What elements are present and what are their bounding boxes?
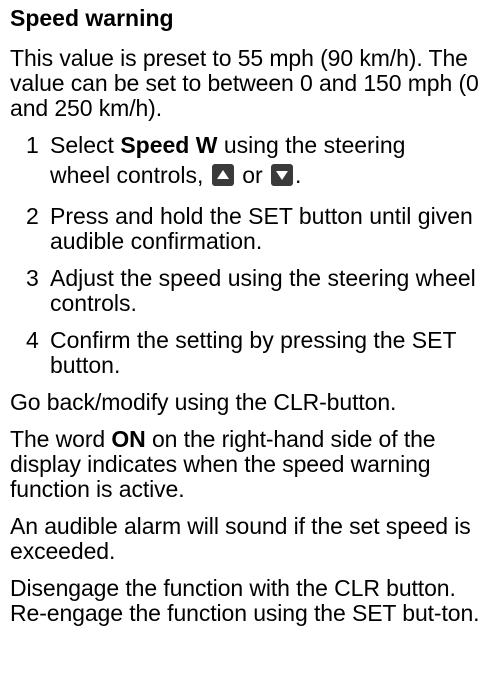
intro-paragraph: This value is preset to 55 mph (90 km/h). The value can be set to between 0 and 150 mph (0 and 250 km/h).	[10, 45, 479, 121]
arrow-down-icon	[271, 164, 293, 186]
steps-list	[10, 133, 486, 378]
step-text-part: or	[235, 162, 270, 188]
step-item	[10, 204, 486, 254]
step-item	[10, 133, 486, 192]
menu-item-name: Speed W	[120, 132, 218, 158]
on-word: ON	[111, 426, 146, 452]
step-text-part: Select	[50, 132, 121, 158]
step-text: Adjust the speed using the steering wheel controls.	[50, 265, 476, 316]
step-text-part: wheel controls,	[50, 162, 210, 188]
step-item	[10, 328, 486, 378]
step-number: 4	[26, 327, 39, 353]
alarm-paragraph: An audible alarm will sound if the set speed is exceeded.	[10, 513, 471, 564]
step-number: 2	[26, 203, 39, 229]
step-line	[50, 158, 486, 192]
document-page	[10, 4, 486, 638]
step-text: Press and hold the SET button until given audible confirmation.	[50, 203, 473, 254]
on-indicator-paragraph	[10, 427, 486, 502]
arrow-up-icon	[212, 164, 234, 186]
step-number: 3	[26, 265, 39, 291]
paragraph-text-part: on the right-hand side of the display indicates when the speed warning function is active.	[10, 426, 436, 502]
step-text-part: .	[295, 162, 302, 188]
step-text	[50, 133, 486, 192]
step-number: 1	[26, 132, 39, 158]
step-item	[10, 266, 486, 316]
step-text-part: using the steering	[217, 132, 406, 158]
section-heading: Speed warning	[10, 5, 174, 31]
back-paragraph: Go back/modify using the CLR-button.	[10, 389, 397, 415]
paragraph-text-part: The word	[10, 426, 112, 452]
disengage-paragraph: Disengage the function with the CLR button. Re-engage the function using the SET but-ton.	[10, 575, 480, 626]
step-text: Confirm the setting by pressing the SET button.	[50, 327, 457, 378]
